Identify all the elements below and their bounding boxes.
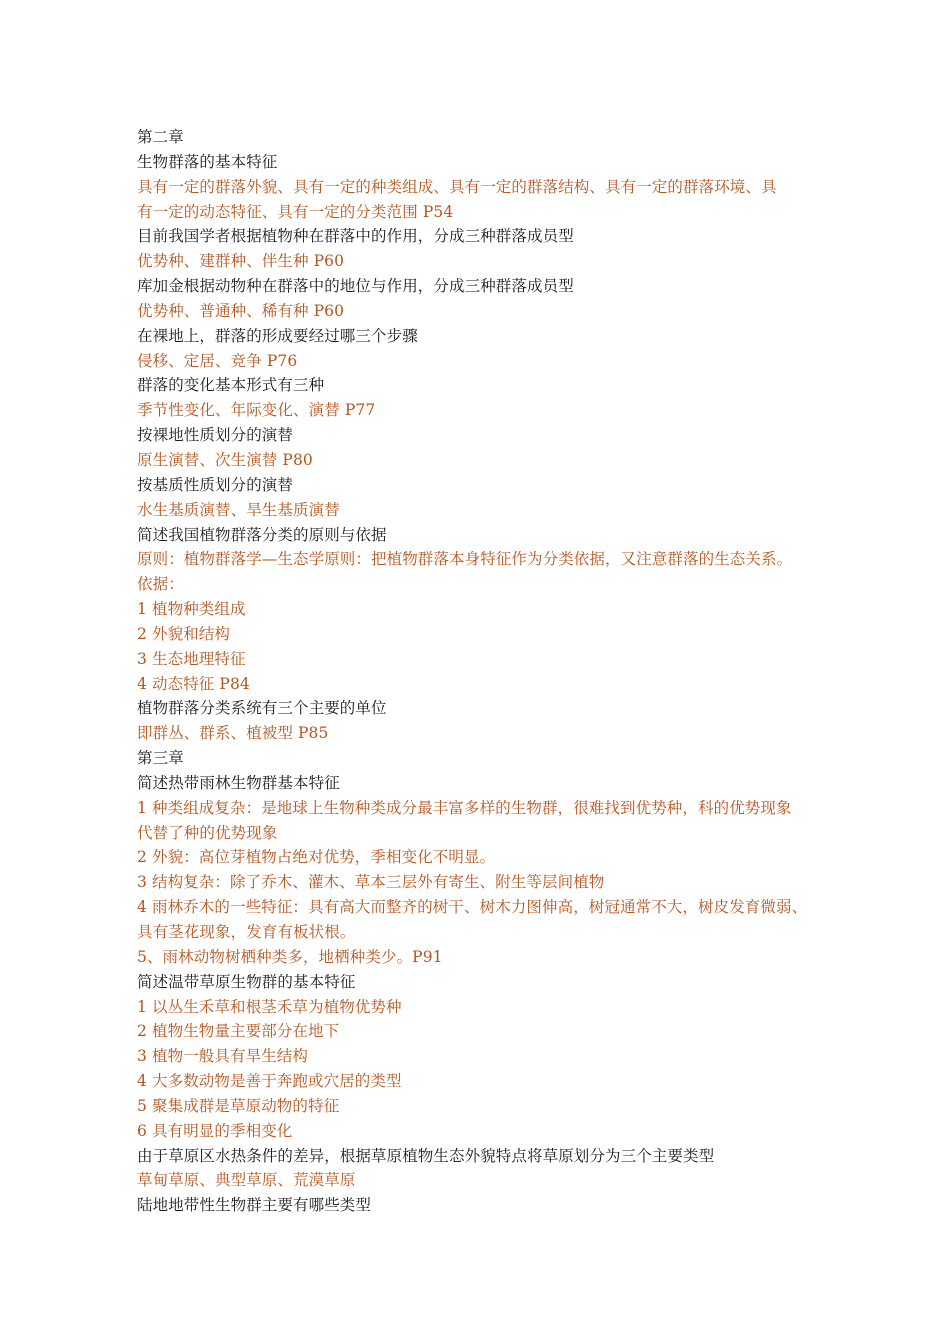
question-line: 简述温带草原生物群的基本特征 <box>137 972 356 991</box>
answer-line: 2 外貌和结构 <box>137 624 230 643</box>
answer-line: 侵移、定居、竞争 P76 <box>137 351 298 370</box>
answer-line: 依据： <box>137 575 184 594</box>
answer-line: 4 大多数动物是善于奔跑或穴居的类型 <box>137 1072 402 1091</box>
answer-line: 原则：植物群落学—生态学原则：把植物群落本身特征作为分类依据，又注意群落的生态关系。 <box>137 550 793 569</box>
answer-line: 3 生态地理特征 <box>137 649 246 668</box>
answer-line: 5 聚集成群是草原动物的特征 <box>137 1096 340 1115</box>
answer-line: 1 以丛生禾草和根茎禾草为植物优势种 <box>137 997 402 1016</box>
question-line: 群落的变化基本形式有三种 <box>137 376 325 395</box>
answer-line: 原生演替、次生演替 P80 <box>137 450 313 469</box>
answer-line: 优势种、普通种、稀有种 P60 <box>137 301 345 320</box>
question-line: 由于草原区水热条件的差异，根据草原植物生态外貌特点将草原划分为三个主要类型 <box>137 1146 715 1165</box>
document-body <box>137 125 857 1218</box>
answer-line: 具有茎花现象，发育有板状根。 <box>137 923 356 941</box>
question-line: 在裸地上，群落的形成要经过哪三个步骤 <box>137 326 418 345</box>
answer-line: 1 植物种类组成 <box>137 600 246 619</box>
answer-line: 3 植物一般具有旱生结构 <box>137 1047 308 1066</box>
question-line: 按基质性质划分的演替 <box>137 475 294 494</box>
answer-line: 2 外貌：高位芽植物占绝对优势，季相变化不明显。 <box>137 848 496 867</box>
answer-line: 优势种、建群种、伴生种 P60 <box>137 252 345 271</box>
answer-line: 4 雨林乔木的一些特征：具有高大而整齐的树干、树木力图伸高，树冠通常不大，树皮发育微弱、 <box>137 898 808 917</box>
question-line: 陆地地带性生物群主要有哪些类型 <box>137 1196 372 1215</box>
answer-line: 1 种类组成复杂：是地球上生物种类成分最丰富多样的生物群，很难找到优势种，科的优势现象 <box>137 798 792 817</box>
answer-line: 代替了种的优势现象 <box>137 823 278 842</box>
answer-line: 3 结构复杂：除了乔木、灌木、草本三层外有寄生、附生等层间植物 <box>137 873 605 892</box>
question-line: 植物群落分类系统有三个主要的单位 <box>137 699 387 718</box>
answer-line: 草甸草原、典型草原、荒漠草原 <box>137 1171 356 1190</box>
question-line: 目前我国学者根据植物种在群落中的作用，分成三种群落成员型 <box>137 227 574 246</box>
question-line: 生物群落的基本特征 <box>137 152 278 171</box>
answer-line: 有一定的动态特征、具有一定的分类范围 P54 <box>137 202 454 221</box>
question-line: 按裸地性质划分的演替 <box>137 426 294 445</box>
question-line: 简述我国植物群落分类的原则与依据 <box>137 525 387 544</box>
answer-line: 4 动态特征 P84 <box>137 674 250 693</box>
question-line: 第三章 <box>137 749 184 768</box>
answer-line: 季节性变化、年际变化、演替 P77 <box>137 401 376 420</box>
answer-line: 6 具有明显的季相变化 <box>137 1121 293 1140</box>
answer-line: 具有一定的群落外貌、具有一定的种类组成、具有一定的群落结构、具有一定的群落环境、具 <box>137 177 777 196</box>
answer-line: 水生基质演替、旱生基质演替 <box>137 500 340 519</box>
question-line: 简述热带雨林生物群基本特征 <box>137 773 340 792</box>
answer-line: 即群丛、群系、植被型 P85 <box>137 724 329 743</box>
question-line: 库加金根据动物种在群落中的地位与作用，分成三种群落成员型 <box>137 277 574 296</box>
answer-line: 2 植物生物量主要部分在地下 <box>137 1022 340 1041</box>
answer-line: 5、雨林动物树栖种类多，地栖种类少。P91 <box>137 947 443 966</box>
question-line: 第二章 <box>137 128 184 146</box>
